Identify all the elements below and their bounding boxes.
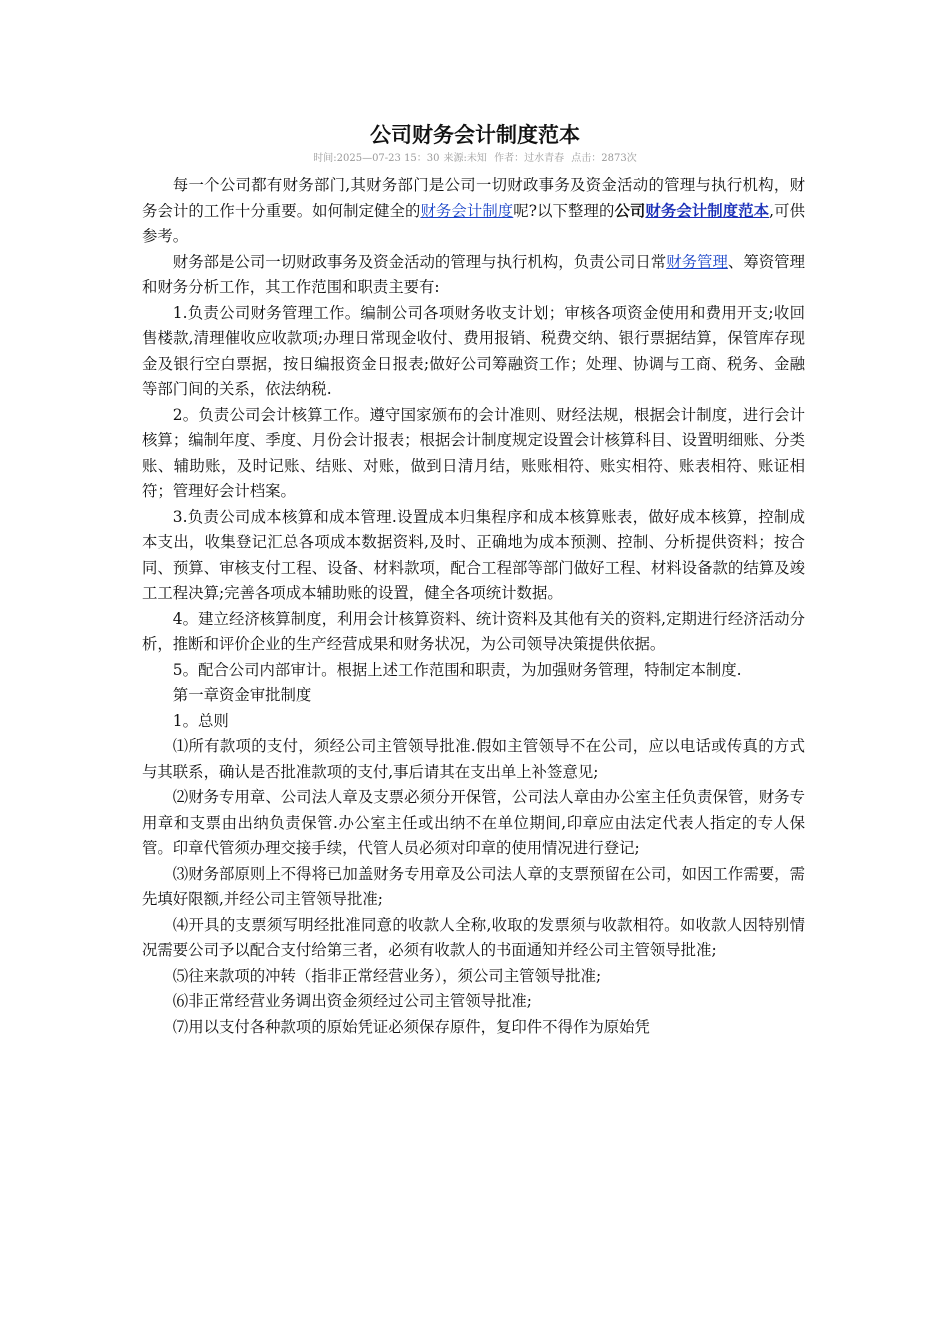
intro-text-3: ,可供参考。 bbox=[142, 201, 805, 245]
rule-3: ⑶财务部原则上不得将已加盖财务专用章及公司法人章的支票预留在公司，如因工作需要，需先填好限额,并经公司主管领导批准; bbox=[142, 864, 805, 908]
rule-1: ⑴所有款项的支付，须经公司主管领导批准.假如主管领导不在公司，应以电话或传真的方式与其联系，确认是否批准款项的支付,事后请其在支出单上补签意见; bbox=[142, 737, 805, 781]
article-title: 公司财务会计制度范本 bbox=[370, 123, 580, 147]
duty-3: 3.负责公司成本核算和成本管理.设置成本归集程序和成本核算账表，做好成本核算，控制成本支出，收集登记汇总各项成本数据资料,及时、正确地为成本预测、控制、分析提供资料；按合同、预算、审核支付工程、设备、材料款项，配合工程部等部门做好工程、材料设备款的结算及竣工工程决算;完善各项成本辅助账的设置，健全各项统计数据。 bbox=[142, 507, 805, 602]
link-financial-management[interactable]: 财务管理 bbox=[666, 252, 728, 271]
para2-text-1: 财务部是公司一切财政事务及资金活动的管理与执行机构，负责公司日常 bbox=[172, 252, 667, 271]
rule-4: ⑷开具的支票须写明经批准同意的收款人全称,收取的发票须与收款相符。如收款人因特别情况需要公司予以配合支付给第三者，必须有收款人的书面通知并经公司主管领导批准; bbox=[142, 915, 805, 959]
link-accounting-system-template[interactable]: 财务会计制度范本 bbox=[645, 201, 770, 220]
intro-paragraph bbox=[142, 173, 805, 250]
duty-1: 1.负责公司财务管理工作。编制公司各项财务收支计划；审核各项资金使用和费用开支;收回售楼款,清理催收应收款项;办理日常现金收付、费用报销、税费交纳、银行票据结算，保管库存现金及银行空白票据，按日编报资金日报表;做好公司筹融资工作；处理、协调与工商、税务、金融等部门间的关系，依法纳税. bbox=[142, 303, 805, 398]
department-paragraph bbox=[142, 250, 805, 301]
meta-clicks: 点击：2873次 bbox=[571, 153, 637, 164]
duty-4: 4。建立经济核算制度，利用会计核算资料、统计资料及其他有关的资料,定期进行经济活动分析，推断和评价企业的生产经营成果和财务状况，为公司领导决策提供依据。 bbox=[142, 609, 805, 653]
rule-2: ⑵财务专用章、公司法人章及支票必须分开保管，公司法人章由办公室主任负责保管，财务专用章和支票由出纳负责保管.办公室主任或出纳不在单位期间,印章应由法定代表人指定的专人保管。印章代管须办理交接手续，代管人员必须对印章的使用情况进行登记; bbox=[142, 788, 805, 857]
duty-5: 5。配合公司内部审计。根据上述工作范围和职责，为加强财务管理，特制定本制度. bbox=[172, 660, 742, 679]
duty-2: 2。负责公司会计核算工作。遵守国家颁布的会计准则、财经法规，根据会计制度，进行会计核算；编制年度、季度、月份会计报表；根据会计制度规定设置会计核算科目、设置明细账、分类账、辅助账，及时记账、结账、对账，做到日清月结，账账相符、账实相符、账表相符、账证相符；管理好会计档案。 bbox=[142, 405, 805, 500]
intro-text-1: 每一个公司都有财务部门,其财务部门是公司一切财政事务及资金活动的管理与执行机构，财务会计的工作十分重要。如何制定健全的 bbox=[142, 176, 805, 220]
article-meta bbox=[0, 152, 950, 166]
meta-author: 作者：过水青春 bbox=[494, 153, 565, 164]
intro-bold-company: 公司 bbox=[614, 201, 646, 220]
meta-source: 来源:未知 bbox=[443, 153, 487, 164]
chapter-heading: 第一章资金审批制度 bbox=[172, 686, 312, 704]
rule-5: ⑸往来款项的冲转（指非正常经营业务），须公司主管领导批准; bbox=[172, 966, 602, 985]
intro-text-2: 呢?以下整理的 bbox=[513, 201, 615, 220]
section-heading: 1。总则 bbox=[172, 711, 229, 730]
rule-6: ⑹非正常经营业务调出资金须经过公司主管领导批准; bbox=[172, 992, 532, 1010]
para2-text-2: 、筹资管理和财务分析工作，其工作范围和职责主要有: bbox=[142, 252, 805, 296]
meta-time: 时间:2025—07-23 15：30 bbox=[313, 153, 440, 164]
rule-7: ⑺用以支付各种款项的原始凭证必须保存原件，复印件不得作为原始凭 bbox=[172, 1017, 650, 1036]
link-accounting-system[interactable]: 财务会计制度 bbox=[420, 201, 514, 220]
article-body bbox=[142, 173, 805, 1040]
